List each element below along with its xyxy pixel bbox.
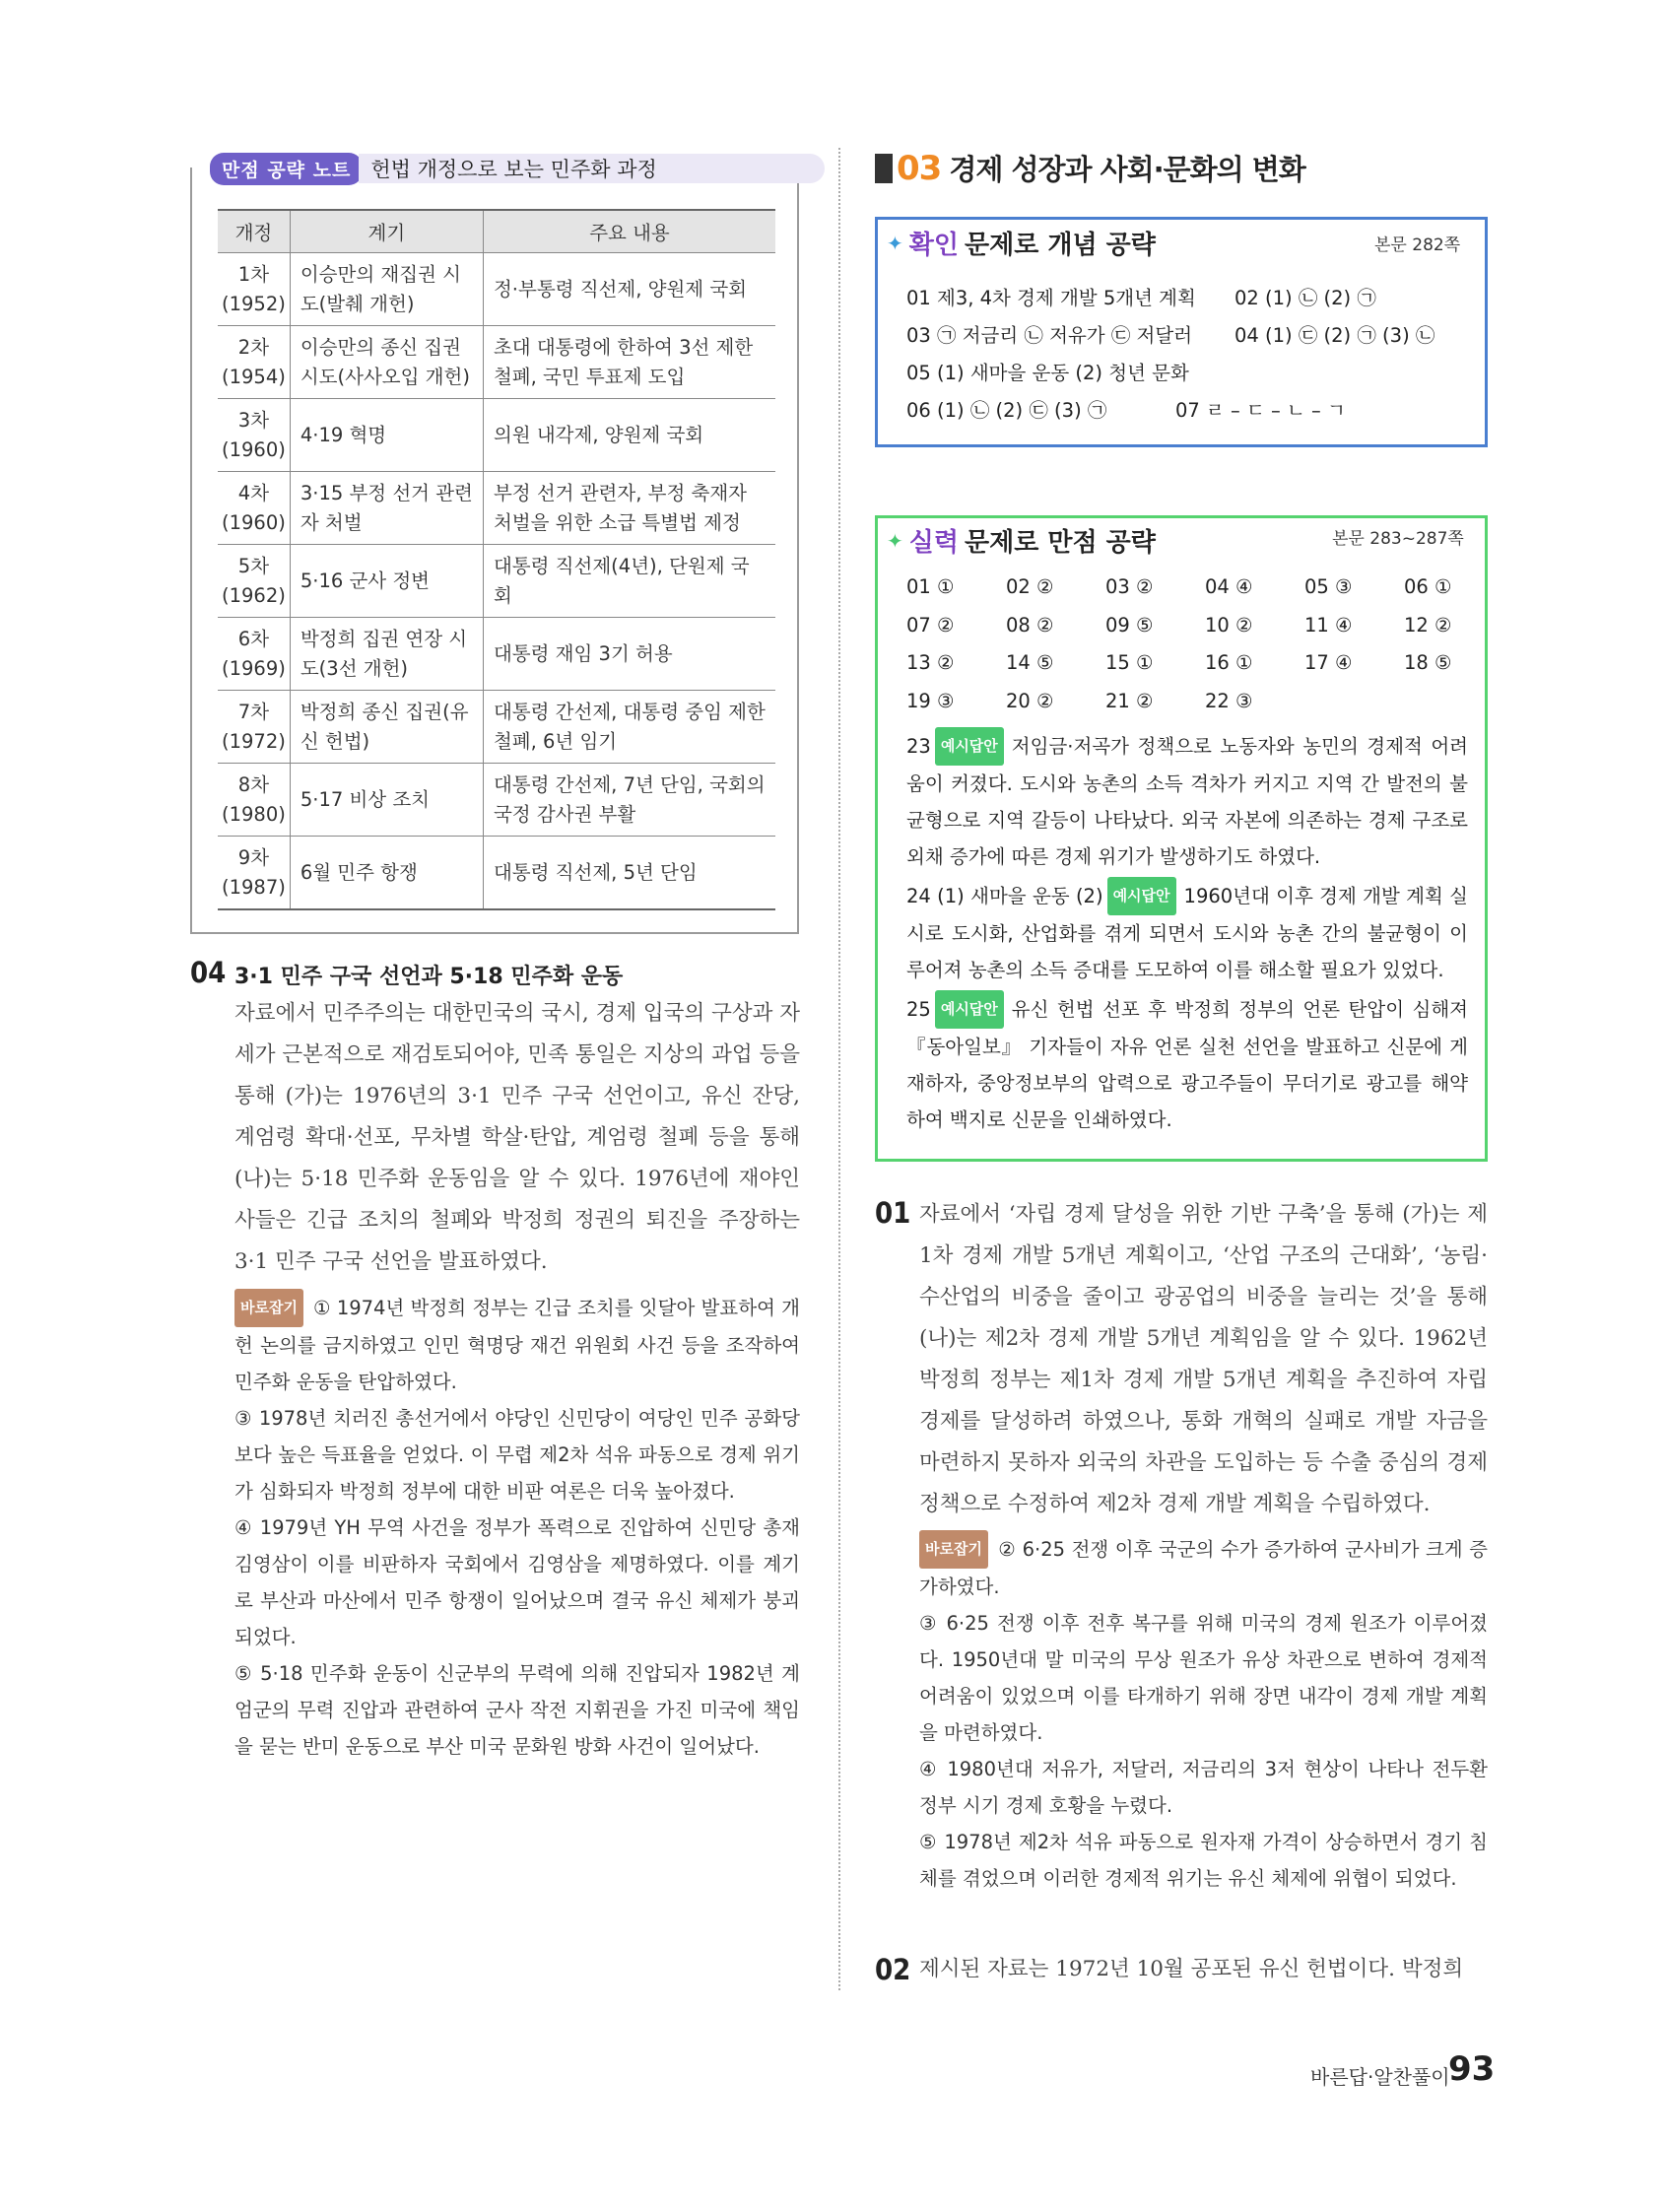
table-row — [218, 837, 775, 910]
amendment-cell — [218, 399, 290, 472]
correction-text: ① 1974년 박정희 정부는 긴급 조치를 잇달아 발표하여 개헌 논의를 금지하였고 인민 혁명당 재건 위원회 사건 등을 조작하여 민주화 운동을 탄압하였다. — [234, 1297, 800, 1393]
content-cell: 정·부통령 직선제, 양원제 국회 — [483, 253, 775, 326]
question-number: 01 — [875, 1196, 911, 1230]
answer-item: 21 ② — [1105, 689, 1154, 712]
amendment-no: 8차 — [237, 772, 270, 796]
section-marker — [875, 154, 893, 183]
correction-text: ② 6·25 전쟁 이후 국군의 수가 증가하여 군사비가 크게 증가하였다. — [919, 1538, 1488, 1598]
table-row — [218, 618, 775, 691]
amendment-cell — [218, 472, 290, 545]
note-title-bar — [359, 154, 824, 183]
content-cell: 대통령 간선제, 대통령 중임 제한 철폐, 6년 임기 — [483, 691, 775, 764]
correction-block — [234, 1289, 800, 1765]
answer-item: 17 ④ — [1304, 651, 1353, 674]
answer-item: 09 ⑤ — [1105, 613, 1154, 637]
correction-item — [234, 1289, 800, 1400]
amendment-year: (1980) — [222, 802, 286, 826]
practice-title: 문제로 만점 공략 — [965, 528, 1156, 558]
correction-item: ⑤ 1978년 제2차 석유 파동으로 원자재 가격이 상승하면서 경기 침체를 겪었으며 이러한 경제적 위기는 유신 체제에 위협이 되었다. — [919, 1831, 1488, 1890]
answer-item: 16 ① — [1205, 651, 1253, 674]
content-cell: 대통령 직선제, 5년 단임 — [483, 837, 775, 910]
cause-cell: 박정희 종신 집권(유신 헌법) — [290, 691, 483, 764]
example-answer-tag: 예시답안 — [935, 727, 1004, 766]
section-heading — [875, 148, 1305, 188]
correction-tag: 바로잡기 — [234, 1289, 303, 1327]
answer-item: 02 ② — [1006, 575, 1054, 598]
answer-item: 19 ③ — [906, 689, 955, 712]
correction-item: ④ 1979년 YH 무역 사건을 정부가 폭력으로 진압하여 신민당 총재 김영삼이 이를 비판하자 국회에서 김영삼을 제명하였다. 이를 계기로 부산과 마산에서 민주 항쟁이 일어났으며 결국 유신 체제가 붕괴되었다. — [234, 1516, 800, 1648]
example-answer-tag: 예시답안 — [1107, 877, 1176, 915]
question-number: 04 — [190, 956, 227, 989]
answer-item: 08 ② — [1006, 613, 1054, 637]
sparkle-icon: ✦ — [887, 231, 903, 255]
amendment-year: (1969) — [222, 656, 286, 680]
question-body: 자료에서 민주주의는 대한민국의 국시, 경제 입국의 구상과 자세가 근본적으로 재검토되어야, 민족 통일은 지상의 과업 등을 통해 (가)는 1976년의 3·1 민주 구국 선언이고, 유신 잔당, 계엄령 확대·선포, 무차별 학살·탄압, 계엄령 철폐 등을 통해 (나)는 5·18 민주화 운동임을 알 수 있다. 1976년에 재야인사들은 긴급 조치의 철폐와 박정희 정권의 퇴진을 주장하는 3·1 민주 구국 선언을 발표하였다. — [234, 1001, 800, 1274]
cause-cell: 이승만의 재집권 시도(발췌 개헌) — [290, 253, 483, 326]
cause-cell: 이승만의 종신 집권 시도(사사오입 개헌) — [290, 326, 483, 399]
cause-cell: 박정희 집권 연장 시도(3선 개헌) — [290, 618, 483, 691]
practice-title-accent: 실력 — [908, 528, 959, 558]
footer-label: 바른답·알찬풀이 — [1310, 2065, 1450, 2089]
table-header-row — [218, 210, 775, 253]
table-row — [218, 253, 775, 326]
answer-line: 07 ㄹ – ㄷ – ㄴ – ㄱ — [1175, 399, 1346, 422]
cause-cell: 6월 민주 항쟁 — [290, 837, 483, 910]
answer-item: 22 ③ — [1205, 689, 1253, 712]
amendment-no: 6차 — [237, 627, 270, 650]
amendment-year: (1962) — [222, 583, 286, 607]
answer-item: 12 ② — [1404, 613, 1452, 637]
amendment-cell — [218, 764, 290, 837]
answer-number: 24 — [906, 885, 931, 907]
check-title: 문제로 개념 공략 — [965, 231, 1156, 260]
amendment-cell — [218, 253, 290, 326]
column-header: 주요 내용 — [483, 210, 775, 253]
answer-text: 1960년대 이후 경제 개발 계획 실시로 도시화, 산업화를 겪게 되면서 도시와 농촌 간의 불균형이 이루어져 농촌의 소득 증대를 도모하여 이를 해소할 필요가 있었다. — [906, 885, 1468, 981]
answer-line: 02 (1) ㉡ (2) ㉠ — [1234, 287, 1376, 309]
amendment-no: 3차 — [237, 408, 270, 432]
amendment-cell — [218, 618, 290, 691]
column-divider — [838, 148, 840, 1990]
correction-item: ③ 6·25 전쟁 이후 전후 복구를 위해 미국의 경제 원조가 이루어졌다. 1950년대 말 미국의 무상 원조가 유상 차관으로 변하여 경제적 어려움이 있었으며 이를 타개하기 위해 장면 내각이 경제 개발 계획을 마련하였다. — [919, 1612, 1488, 1744]
question-title: 3·1 민주 구국 선언과 5·18 민주화 운동 — [234, 965, 624, 989]
note-title: 헌법 개정으로 보는 민주화 과정 — [370, 158, 657, 181]
amendment-no: 1차 — [237, 262, 270, 286]
cause-cell: 5·17 비상 조치 — [290, 764, 483, 837]
answer-item: 05 ③ — [1304, 575, 1353, 598]
answer-line: 03 ㉠ 저금리 ㉡ 저유가 ㉢ 저달러 — [906, 324, 1193, 347]
answer-text: 유신 헌법 선포 후 박정희 정부의 언론 탄압이 심해져 『동아일보』 기자들이 자유 언론 실천 선언을 발표하고 신문에 게재하자, 중앙정보부의 압력으로 광고주들이 무더기로 광고를 해약하여 백지로 신문을 인쇄하였다. — [906, 998, 1468, 1131]
answer-line: 04 (1) ㉢ (2) ㉠ (3) ㉡ — [1234, 324, 1435, 347]
answer-item: 15 ① — [1105, 651, 1154, 674]
table-row — [218, 691, 775, 764]
answer-item: 07 ② — [906, 613, 955, 637]
page-number: 93 — [1448, 2049, 1496, 2089]
check-page-ref: 본문 282쪽 — [1374, 235, 1461, 255]
answer-number: 23 — [906, 735, 931, 758]
answer-number: 25 — [906, 998, 931, 1021]
sparkle-icon: ✦ — [887, 528, 903, 553]
content-cell: 의원 내각제, 양원제 국회 — [483, 399, 775, 472]
correction-item: ⑤ 5·18 민주화 운동이 신군부의 무력에 의해 진압되자 1982년 계엄군의 무력 진압과 관련하여 군사 작전 지휘권을 가진 미국에 책임을 묻는 반미 운동으로 부산 미국 문화원 방화 사건이 일어났다. — [234, 1662, 800, 1758]
amendment-cell — [218, 691, 290, 764]
question-number: 02 — [875, 1953, 911, 1986]
table-row — [218, 764, 775, 837]
amendment-table-body — [218, 253, 775, 910]
amendment-year: (1952) — [222, 292, 286, 315]
answer-item: 11 ④ — [1304, 613, 1353, 637]
section-title: 경제 성장과 사회·문화의 변화 — [949, 153, 1305, 186]
content-cell: 대통령 재임 3기 허용 — [483, 618, 775, 691]
column-header: 개정 — [218, 210, 290, 253]
amendment-cell — [218, 837, 290, 910]
answer-item: 10 ② — [1205, 613, 1253, 637]
cause-cell: 3·15 부정 선거 관련자 처벌 — [290, 472, 483, 545]
question-body: 자료에서 ‘자립 경제 달성을 위한 기반 구축’을 통해 (가)는 제1차 경제 개발 5개년 계획이고, ‘산업 구조의 근대화’, ‘농림·수산업의 비중을 줄이고 광공업의 비중을 늘리는 것’을 통해 (나)는 제2차 경제 개발 5개년 계획임을 알 수 있다. 1962년 박정희 정부는 제1차 경제 개발 5개년 계획을 추진하여 자립 경제를 달성하려 하였으나, 통화 개혁의 실패로 개발 자금을 마련하지 못하자 외국의 차관을 도입하는 등 수출 중심의 경제 정책으로 수정하여 제2차 경제 개발 계획을 수립하였다. — [919, 1202, 1488, 1516]
answer-line: 05 (1) 새마을 운동 (2) 청년 문화 — [906, 362, 1189, 384]
amendment-no: 2차 — [237, 335, 270, 359]
practice-page-ref: 본문 283~287쪽 — [1332, 529, 1464, 549]
content-cell: 초대 대통령에 한하여 3선 제한 철폐, 국민 투표제 도입 — [483, 326, 775, 399]
column-header: 계기 — [290, 210, 483, 253]
question-body: 제시된 자료는 1972년 10월 공포된 유신 헌법이다. 박정희 — [919, 1957, 1464, 1981]
amendment-cell — [218, 545, 290, 618]
table-row — [218, 399, 775, 472]
table-row — [218, 545, 775, 618]
content-cell: 대통령 직선제(4년), 단원제 국회 — [483, 545, 775, 618]
check-box-title — [887, 225, 1156, 261]
amendment-year: (1987) — [222, 875, 286, 899]
amendment-year: (1960) — [222, 437, 286, 461]
note-badge: 만점 공략 노트 — [210, 153, 363, 185]
practice-box-title — [887, 522, 1156, 559]
content-cell: 대통령 간선제, 7년 단임, 국회의 국정 감사권 부활 — [483, 764, 775, 837]
section-number: 03 — [897, 148, 942, 188]
answer-item: 04 ④ — [1205, 575, 1253, 598]
answer-23 — [906, 727, 1468, 875]
answer-line: 06 (1) ㉡ (2) ㉢ (3) ㉠ — [906, 399, 1107, 422]
cause-cell: 5·16 군사 정변 — [290, 545, 483, 618]
correction-block — [919, 1530, 1488, 1897]
amendment-no: 9차 — [237, 845, 270, 869]
answer-text: 저임금·저곡가 정책으로 노동자와 농민의 경제적 어려움이 커졌다. 도시와 농촌의 소득 격차가 커지고 지역 간 발전의 불균형으로 지역 갈등이 나타났다. 외국 자본에 의존하는 경제 구조로 외채 증가에 따른 경제 위기가 발생하기도 하였다. — [906, 735, 1468, 868]
amendment-no: 5차 — [237, 554, 270, 577]
check-title-accent: 확인 — [908, 231, 959, 260]
cause-cell: 4·19 혁명 — [290, 399, 483, 472]
table-row — [218, 472, 775, 545]
table-row — [218, 326, 775, 399]
answer-prefix: (1) 새마을 운동 (2) — [937, 885, 1103, 907]
amendment-year: (1954) — [222, 365, 286, 388]
amendment-year: (1972) — [222, 729, 286, 753]
amendment-year: (1960) — [222, 510, 286, 534]
note-header — [210, 151, 825, 186]
correction-tag: 바로잡기 — [919, 1530, 988, 1569]
correction-item — [919, 1530, 1488, 1605]
answer-item: 01 ① — [906, 575, 955, 598]
answer-line: 01 제3, 4차 경제 개발 5개년 계획 — [906, 287, 1196, 309]
answer-item: 13 ② — [906, 651, 955, 674]
amendment-no: 7차 — [237, 700, 270, 723]
correction-item: ③ 1978년 치러진 총선거에서 야당인 신민당이 여당인 민주 공화당보다 높은 득표율을 얻었다. 이 무렵 제2차 석유 파동으로 경제 위기가 심화되자 박정희 정부에 대한 비판 여론은 더욱 높아졌다. — [234, 1407, 800, 1503]
answer-25 — [906, 990, 1468, 1138]
correction-item: ④ 1980년대 저유가, 저달러, 저금리의 3저 현상이 나타나 전두환 정부 시기 경제 호황을 누렸다. — [919, 1758, 1488, 1817]
answer-item: 14 ⑤ — [1006, 651, 1054, 674]
answer-item: 03 ② — [1105, 575, 1154, 598]
answer-item: 18 ⑤ — [1404, 651, 1452, 674]
amendment-no: 4차 — [237, 481, 270, 504]
amendment-cell — [218, 326, 290, 399]
amendment-table — [218, 209, 775, 910]
example-answer-tag: 예시답안 — [935, 990, 1004, 1029]
answer-item: 20 ② — [1006, 689, 1054, 712]
content-cell: 부정 선거 관련자, 부정 축재자 처벌을 위한 소급 특별법 제정 — [483, 472, 775, 545]
answer-24 — [906, 877, 1468, 988]
answer-item: 06 ① — [1404, 575, 1452, 598]
